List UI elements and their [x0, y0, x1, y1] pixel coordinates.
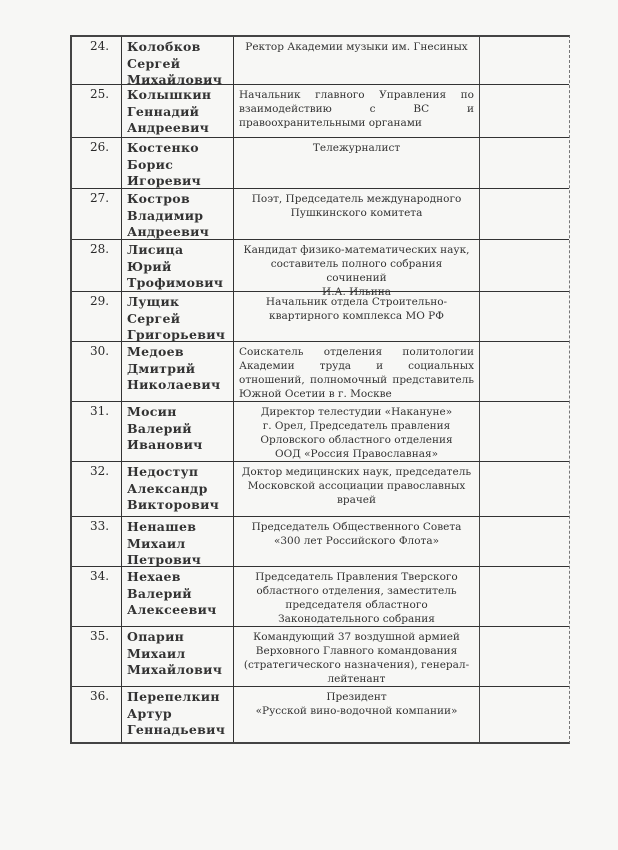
- position-line: председателя областного: [285, 599, 428, 611]
- empty-cell: [480, 687, 569, 742]
- position-line: «300 лет Российского Флота»: [273, 535, 440, 547]
- position-line: врачей: [336, 494, 377, 506]
- position-line: Директор телестудии «Накануне»: [260, 406, 453, 418]
- empty-cell: [480, 37, 569, 84]
- row-number: 31.: [72, 402, 122, 461]
- position-line: отношений, полномочный представитель: [239, 374, 474, 386]
- row-number: 27.: [72, 189, 122, 239]
- position-line: Поэт, Председатель международного: [251, 193, 462, 205]
- position-line: Президент: [326, 691, 387, 703]
- person-name: Колобков Сергей Михайлович: [122, 37, 234, 84]
- person-name: Медоев Дмитрий Николаевич: [122, 342, 234, 401]
- position-line: Председатель Правления Тверского: [255, 571, 458, 583]
- position-line: Орловского областного отделения: [260, 434, 453, 446]
- person-position: [234, 240, 480, 298]
- table-row: [72, 37, 569, 85]
- position-line: Московской ассоциации православных: [247, 480, 466, 492]
- position-line: лейтенант: [327, 673, 386, 685]
- table-row: [72, 85, 569, 138]
- table-row: [72, 567, 569, 627]
- row-number: 36.: [72, 687, 122, 742]
- row-number: 25.: [72, 85, 122, 137]
- position-line: г. Орел, Председатель правления: [262, 420, 451, 432]
- person-position: [234, 85, 480, 137]
- person-name: Нехаев Валерий Алексеевич: [122, 567, 234, 626]
- table-row: [72, 292, 569, 342]
- person-position: [234, 292, 480, 341]
- person-name: Лисица Юрий Трофимович: [122, 240, 234, 291]
- person-name: Перепелкин Артур Геннадьевич: [122, 687, 234, 742]
- table-row: [72, 342, 569, 402]
- person-name: Мосин Валерий Иванович: [122, 402, 234, 461]
- position-line: «Русской вино-водочной компании»: [255, 705, 458, 717]
- person-name: Опарин Михаил Михайлович: [122, 627, 234, 686]
- table-row: [72, 402, 569, 462]
- empty-cell: [480, 292, 569, 341]
- person-position: [234, 342, 480, 401]
- person-position: [234, 567, 480, 626]
- table-row: [72, 240, 569, 298]
- row-number: 30.: [72, 342, 122, 401]
- position-line: И.А. Ильина: [322, 286, 391, 298]
- row-number: 34.: [72, 567, 122, 626]
- position-line: областного отделения, заместитель: [256, 585, 457, 597]
- empty-cell: [480, 342, 569, 401]
- person-name: Недоступ Александр Викторович: [122, 462, 234, 516]
- position-line: Председатель Общественного Совета: [251, 521, 462, 533]
- person-position: [234, 627, 480, 686]
- empty-cell: [480, 138, 569, 188]
- table-row: [72, 138, 569, 189]
- position-line: ООД «Россия Православная»: [274, 448, 439, 460]
- empty-cell: [480, 240, 569, 291]
- position-line: Ректор Академии музыки им. Гнесиных: [245, 41, 468, 53]
- position-line: Верховного Главного командования: [255, 645, 458, 657]
- position-line: правоохранительными органами: [239, 117, 422, 129]
- empty-cell: [480, 462, 569, 516]
- person-position: [234, 462, 480, 516]
- position-line: Пушкинского комитета: [290, 207, 423, 219]
- row-number: 29.: [72, 292, 122, 341]
- row-number: 35.: [72, 627, 122, 686]
- person-name: Костров Владимир Андреевич: [122, 189, 234, 239]
- position-line: Доктор медицинских наук, председатель: [241, 466, 472, 478]
- position-line: Командующий 37 воздушной армией: [253, 631, 460, 643]
- table-row: [72, 627, 569, 687]
- empty-cell: [480, 85, 569, 137]
- row-number: 28.: [72, 240, 122, 291]
- position-line: составитель полного собрания сочинений: [270, 258, 443, 284]
- person-position: [234, 687, 480, 742]
- row-number: 32.: [72, 462, 122, 516]
- person-position: [234, 189, 480, 239]
- empty-cell: [480, 627, 569, 686]
- position-line: Тележурналист: [312, 142, 401, 154]
- person-name: Колышкин Геннадий Андреевич: [122, 85, 234, 137]
- position-line: Кандидат физико-математических наук,: [243, 244, 470, 256]
- members-table: [70, 35, 570, 744]
- position-line: квартирного комплекса МО РФ: [269, 310, 444, 322]
- person-position: [234, 402, 480, 461]
- person-position: [234, 37, 480, 84]
- person-position: [234, 517, 480, 566]
- position-line: взаимодействию с ВС и: [239, 103, 474, 115]
- table-row: [72, 687, 569, 742]
- position-line: Законодательного собрания: [278, 613, 435, 625]
- empty-cell: [480, 567, 569, 626]
- position-line: (стратегического назначения), генерал-: [243, 659, 470, 671]
- position-line: Академии труда и социальных: [239, 360, 474, 372]
- empty-cell: [480, 402, 569, 461]
- table-row: [72, 517, 569, 567]
- table-row: [72, 189, 569, 240]
- position-line: Соискатель отделения политологии: [239, 346, 474, 358]
- person-name: Лущик Сергей Григорьевич: [122, 292, 234, 341]
- row-number: 24.: [72, 37, 122, 84]
- position-line: Южной Осетии в г. Москве: [239, 388, 392, 400]
- row-number: 33.: [72, 517, 122, 566]
- person-name: Костенко Борис Игоревич: [122, 138, 234, 188]
- row-number: 26.: [72, 138, 122, 188]
- person-position: [234, 138, 480, 188]
- person-name: Ненашев Михаил Петрович: [122, 517, 234, 566]
- empty-cell: [480, 517, 569, 566]
- position-line: Начальник отдела Строительно-: [265, 296, 448, 308]
- table-row: [72, 462, 569, 517]
- empty-cell: [480, 189, 569, 239]
- position-line: Начальник главного Управления по: [239, 89, 474, 101]
